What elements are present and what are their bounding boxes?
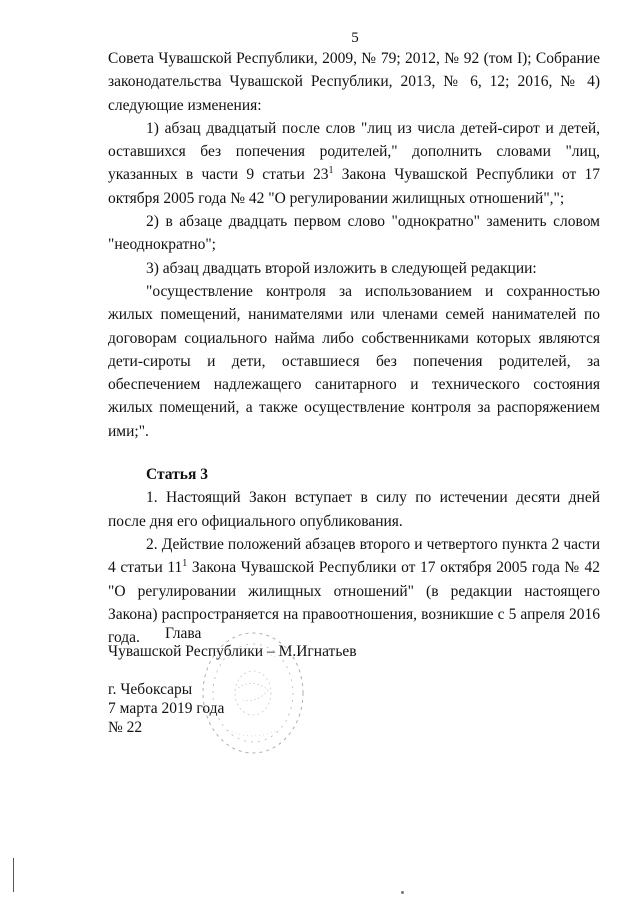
article-3-paragraph-1: 1. Настоящий Закон вступает в силу по истечении десяти дней после дня его официального опубликования. <box>108 489 600 530</box>
page-number: 5 <box>351 30 359 46</box>
margin-mark <box>13 858 14 892</box>
signature-dash: – <box>266 643 275 660</box>
signature-block <box>108 625 408 661</box>
amendment-item-1-text-end: Закона Чувашской Республики от 17 октября 2005 года № 42 "О регулировании жилищных отношений","; <box>108 166 600 207</box>
document-body <box>108 47 600 649</box>
place-city: г. Чебоксары <box>108 681 193 698</box>
amendment-item-1-text: 1) абзац двадцатый после слов "лиц из числа детей-сирот и детей, оставшихся без попечения родителей," дополнить словами "лиц, указанных в части 9 статьи 23 <box>108 119 600 184</box>
place-date-block <box>108 680 308 737</box>
article-3-paragraph-2-text-end: Закона Чувашской Республики от 17 октября 2005 года № 42 "О регулировании жилищных отношений" (в редакции настоящего Закона) распространяется на правоотношения, возникшие с 5 апреля 2016 года. <box>108 559 600 647</box>
amendment-item-2: 2) в абзаце двадцать первом слово "однократно" заменить словом "неоднократно"; <box>108 213 600 254</box>
scan-speck <box>401 891 404 894</box>
article-3-heading: Статья 3 <box>146 466 208 484</box>
article-3-paragraph-2-text: 2. Действие положений абзацев второго и четвертого пункта 2 части 4 статьи 11 <box>108 535 600 577</box>
signing-date: 7 марта 2019 года <box>108 700 225 717</box>
law-number: № 22 <box>108 719 143 736</box>
intro-paragraph: Совета Чувашской Республики, 2009, № 79; 2012, № 92 (том I); Собрание законодательства Чувашской Республики, 2013, № 6, 12; 2016, № 4) следующие изменения: <box>108 50 600 114</box>
superscript: 1 <box>328 165 334 177</box>
quoted-text: "осуществление контроля за использованием и сохранностью жилых помещений, нанимателями или членами семей нанимателей по договорам социального найма либо собственниками которых являются дети-сироты и дети, оставшиеся без попечения родителей, за обеспечением надлежащего санитарного и технического состояния жилых помещений, а также осуществление контроля за распоряжением ими;". <box>108 282 600 440</box>
signatory-title-line-1: Глава <box>165 625 202 642</box>
amendment-item-3: 3) абзац двадцать второй изложить в следующей редакции: <box>146 259 537 277</box>
signatory-name: М.Игнатьев <box>278 643 357 660</box>
signatory-title-line-2: Чувашской Республики <box>108 643 264 660</box>
signatory-line <box>108 643 408 661</box>
amendment-item-1 <box>108 117 600 210</box>
superscript: 1 <box>182 558 188 570</box>
